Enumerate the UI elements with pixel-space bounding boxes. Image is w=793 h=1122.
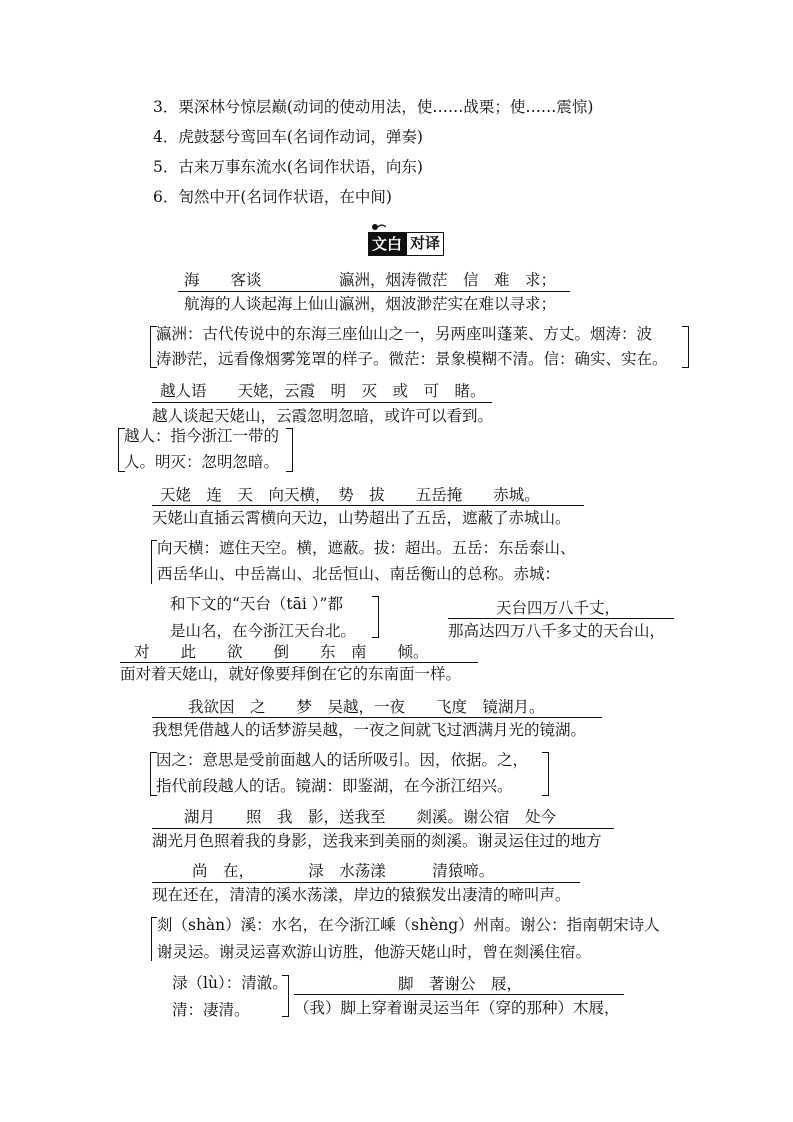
s6-note-line1: 剡（shàn）溪：水名，在今浙江嵊（shèng）州南。谢公：指南朝宋诗人: [157, 916, 660, 934]
s3-note-line4: 是山名，在今浙江天台北。: [170, 622, 357, 640]
s5-note-line2: 指代前段越人的话。镜湖：即鉴湖，在今浙江绍兴。: [156, 777, 513, 795]
s1-note-line1: 瀛洲：古代传说中的东海三座仙山之一，另两座叫蓬莱、方丈。烟涛：波: [156, 325, 653, 343]
s1-original: 海 客谈 瀛洲，烟涛微茫 信 难 求；: [184, 271, 557, 289]
s4-original-2: 对 此 欲 倒 东 南 倾。: [134, 643, 429, 661]
s6-translation-2: 现在还在，清清的溪水荡漾，岸边的猿猴发出凄清的啼叫声。: [152, 886, 571, 904]
s3-note-line3: 和下文的“天台（tāi ）”都: [170, 595, 343, 613]
note-item-6: 6．訇然中开(名词作状语，在中间): [153, 188, 392, 206]
s1-note-bracket-right: [682, 326, 689, 368]
s6-divider: [152, 828, 614, 829]
s5-original: 我欲因 之 梦 吴越，一夜 飞度 镜湖月。: [188, 698, 545, 716]
s7-translation: （我）脚上穿着谢灵运当年（穿的那种）木屐，: [294, 999, 620, 1017]
note-item-4: 4．虎鼓瑟兮鸾回车(名词作动词，弹奏): [153, 128, 423, 146]
s1-note-line2: 涛渺茫，远看像烟雾笼罩的样子。微茫：景象模糊不清。信：确实、实在。: [156, 350, 668, 368]
s2-original: 越人语 天姥，云霞 明 灭 或 可 睹。: [160, 382, 486, 400]
s4-translation-2: 面对着天姥山，就好像要拜倒在它的东南面一样。: [120, 665, 462, 683]
note-item-3: 3．栗深林兮惊层巅(动词的使动用法，使……战栗；使……震惊): [153, 98, 594, 116]
s5-note-bracket-right: [542, 752, 549, 796]
s6-translation: 湖光月色照着我的身影，送我来到美丽的剡溪。谢灵运住过的地方: [152, 832, 602, 850]
s3-translation: 天姥山直插云霄横向天边，山势超出了五岳，遮蔽了赤城山。: [152, 509, 571, 527]
s1-divider: [178, 291, 570, 292]
s5-divider: [152, 717, 602, 718]
s3-note-bracket-left: [151, 540, 152, 584]
s7-divider: [294, 994, 624, 995]
s2-translation: 越人谈起天姥山，云霞忽明忽暗，或许可以看到。: [152, 407, 494, 425]
s4-translation: 那高达四万八千多丈的天台山，: [448, 622, 666, 640]
s6-divider-2: [152, 882, 580, 883]
s3-divider: [152, 505, 584, 506]
s4-divider: [448, 618, 674, 619]
s7-note-line2: 清：凄清。: [172, 1001, 250, 1019]
s2-divider: [152, 402, 492, 403]
s6-original: 湖月 照 我 影，送我至 剡溪。谢公宿 处今: [184, 808, 557, 826]
banner-right: 对译: [406, 232, 444, 256]
s2-note-line1: 越人：指今浙江一带的: [124, 427, 280, 445]
banner-ornament-icon: [370, 222, 386, 232]
s6-note-bracket-left: [151, 917, 152, 961]
s4-original: 天台四万八千丈，: [496, 599, 621, 617]
section-banner: [368, 232, 444, 256]
s4-divider-2: [120, 662, 478, 663]
s6-note-line2: 谢灵运。谢灵运喜欢游山访胜，他游天姥山时，曾在剡溪住宿。: [157, 943, 592, 961]
s7-note-line1: 渌（lù）：清澈。: [172, 974, 288, 992]
s5-translation: 我想凭借越人的话梦游吴越，一夜之间就飞过洒满月光的镜湖。: [152, 721, 587, 739]
s1-translation: 航海的人谈起海上仙山瀛洲，烟波渺茫实在难以寻求；: [184, 295, 557, 313]
s3-note-line1: 向天横：遮住天空。横，遮蔽。拔：超出。五岳：东岳泰山、: [157, 539, 576, 557]
s3-original: 天姥 连 天 向天横， 势 拔 五岳掩 赤城。: [160, 486, 540, 504]
banner-left: 文白: [368, 232, 406, 256]
s7-note-bracket-right: [282, 975, 289, 1017]
s3-note-bracket-right: [372, 596, 379, 638]
s6-original-2: 尚 在， 渌 水荡漾 清猿啼。: [192, 862, 495, 880]
s2-note-line2: 人。明灭：忽明忽暗。: [124, 453, 280, 471]
s2-note-bracket-right: [286, 428, 293, 472]
s3-note-line2: 西岳华山、中岳嵩山、北岳恒山、南岳衡山的总称。赤城：: [157, 565, 561, 583]
s5-note-line1: 因之：意思是受前面越人的话所吸引。因，依据。之，: [156, 751, 529, 769]
s7-original: 脚 著谢公 屐，: [398, 975, 523, 993]
note-item-5: 5．古来万事东流水(名词作状语，向东): [153, 158, 423, 176]
